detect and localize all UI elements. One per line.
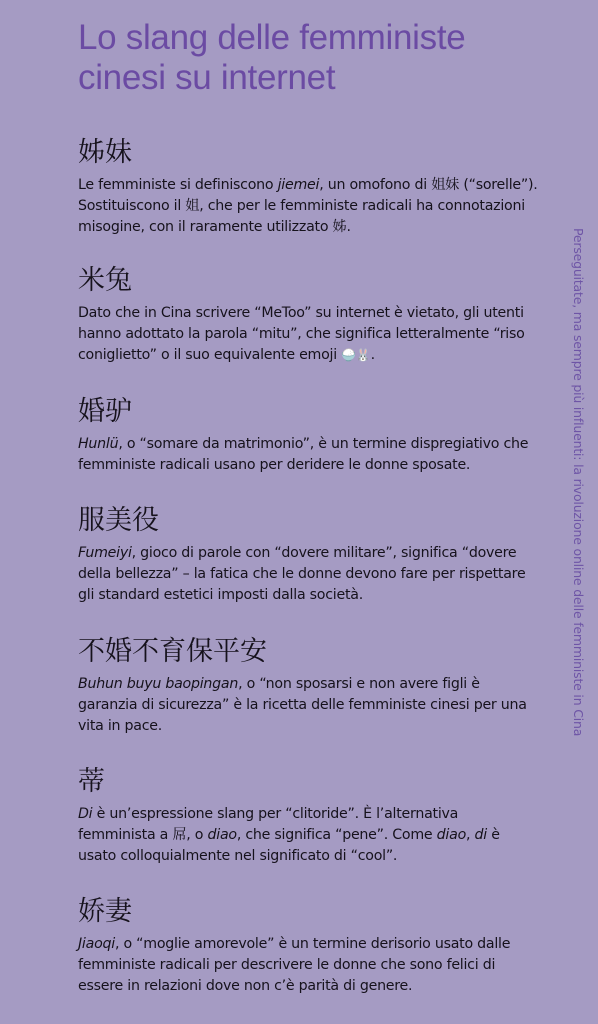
italic-term: Buhun buyu baopingan — [78, 676, 239, 692]
entry-description — [78, 934, 538, 997]
entry-term: 蒂 — [78, 766, 105, 797]
entry-mitu — [78, 265, 538, 366]
desc-text: , o “non sposarsi e non avere figli è garanzia di sicurezza” è la ricetta delle femministe cinesi per una vita in pace. — [78, 676, 527, 734]
emoji-icon: 🍚🐰 — [341, 348, 371, 362]
entry-term: 米兔 — [78, 265, 132, 296]
entry-term: 婚驴 — [78, 396, 132, 427]
entry-jiaoqi — [78, 896, 538, 997]
entry-fumeiyi — [78, 505, 538, 606]
italic-term: Di — [78, 806, 93, 822]
italic-term: di — [474, 827, 487, 843]
desc-text: è un’espressione slang per “clitoride”. È l’alternativa femminista a 屌, o — [78, 806, 459, 843]
desc-text: , un omofono di 姐妹 (“sorelle”). Sostituiscono il 姐, che per le femministe radicali ha connotazioni misogine, con il raramente utilizzato 姊. — [78, 177, 538, 235]
desc-text: Dato che in Cina scrivere “MeToo” su internet è vietato, gli utenti hanno adottato la parola “mitu”, che significa letteralmente “riso coniglietto” o il suo equivalente emoji — [78, 305, 525, 363]
entry-description — [78, 175, 538, 238]
desc-text: è usato colloquialmente nel significato di “cool”. — [78, 827, 500, 864]
italic-term: diao — [436, 827, 466, 843]
desc-text: , gioco di parole con “dovere militare”, significa “dovere della bellezza” – la fatica che le donne devono fare per rispettare gli standard estetici imposti dalla società. — [78, 545, 526, 603]
side-caption: Perseguitate, ma sempre più influenti: la rivoluzione online delle femministe in Cina — [571, 228, 586, 737]
italic-term: Fumeiyi — [78, 545, 132, 561]
entry-term: 不婚不育保平安 — [78, 636, 267, 667]
entry-term: 姊妹 — [78, 137, 132, 168]
entry-description — [78, 434, 538, 476]
desc-text: . — [370, 347, 375, 363]
desc-text: Le femministe si definiscono — [78, 177, 278, 193]
desc-text: , che significa “pene”. Come — [236, 827, 437, 843]
desc-text: , o “moglie amorevole” è un termine derisorio usato dalle femministe radicali per descrivere le donne che sono felici di essere in relazioni dove non c’è parità di genere. — [78, 936, 511, 994]
entry-description — [78, 303, 538, 366]
desc-text: , — [466, 827, 475, 843]
title-line-1: Lo slang delle femministe — [78, 18, 466, 57]
page-title — [78, 18, 465, 98]
entry-term: 服美役 — [78, 505, 159, 536]
entry-hunlu — [78, 396, 538, 476]
entry-di — [78, 766, 538, 867]
italic-term: Jiaoqi — [78, 936, 115, 952]
italic-term: jiemei — [277, 177, 320, 193]
italic-term: diao — [207, 827, 237, 843]
entry-jiemei — [78, 137, 538, 238]
title-line-2: cinesi su internet — [78, 58, 336, 97]
entry-description — [78, 674, 538, 737]
entry-description — [78, 804, 538, 867]
italic-term: Hunlü — [78, 436, 119, 452]
entry-description — [78, 543, 538, 606]
entry-buhun-buyu — [78, 636, 538, 737]
entry-term: 娇妻 — [78, 896, 132, 927]
desc-text: , o “somare da matrimonio”, è un termine dispregiativo che femministe radicali usano per deridere le donne sposate. — [78, 436, 529, 473]
